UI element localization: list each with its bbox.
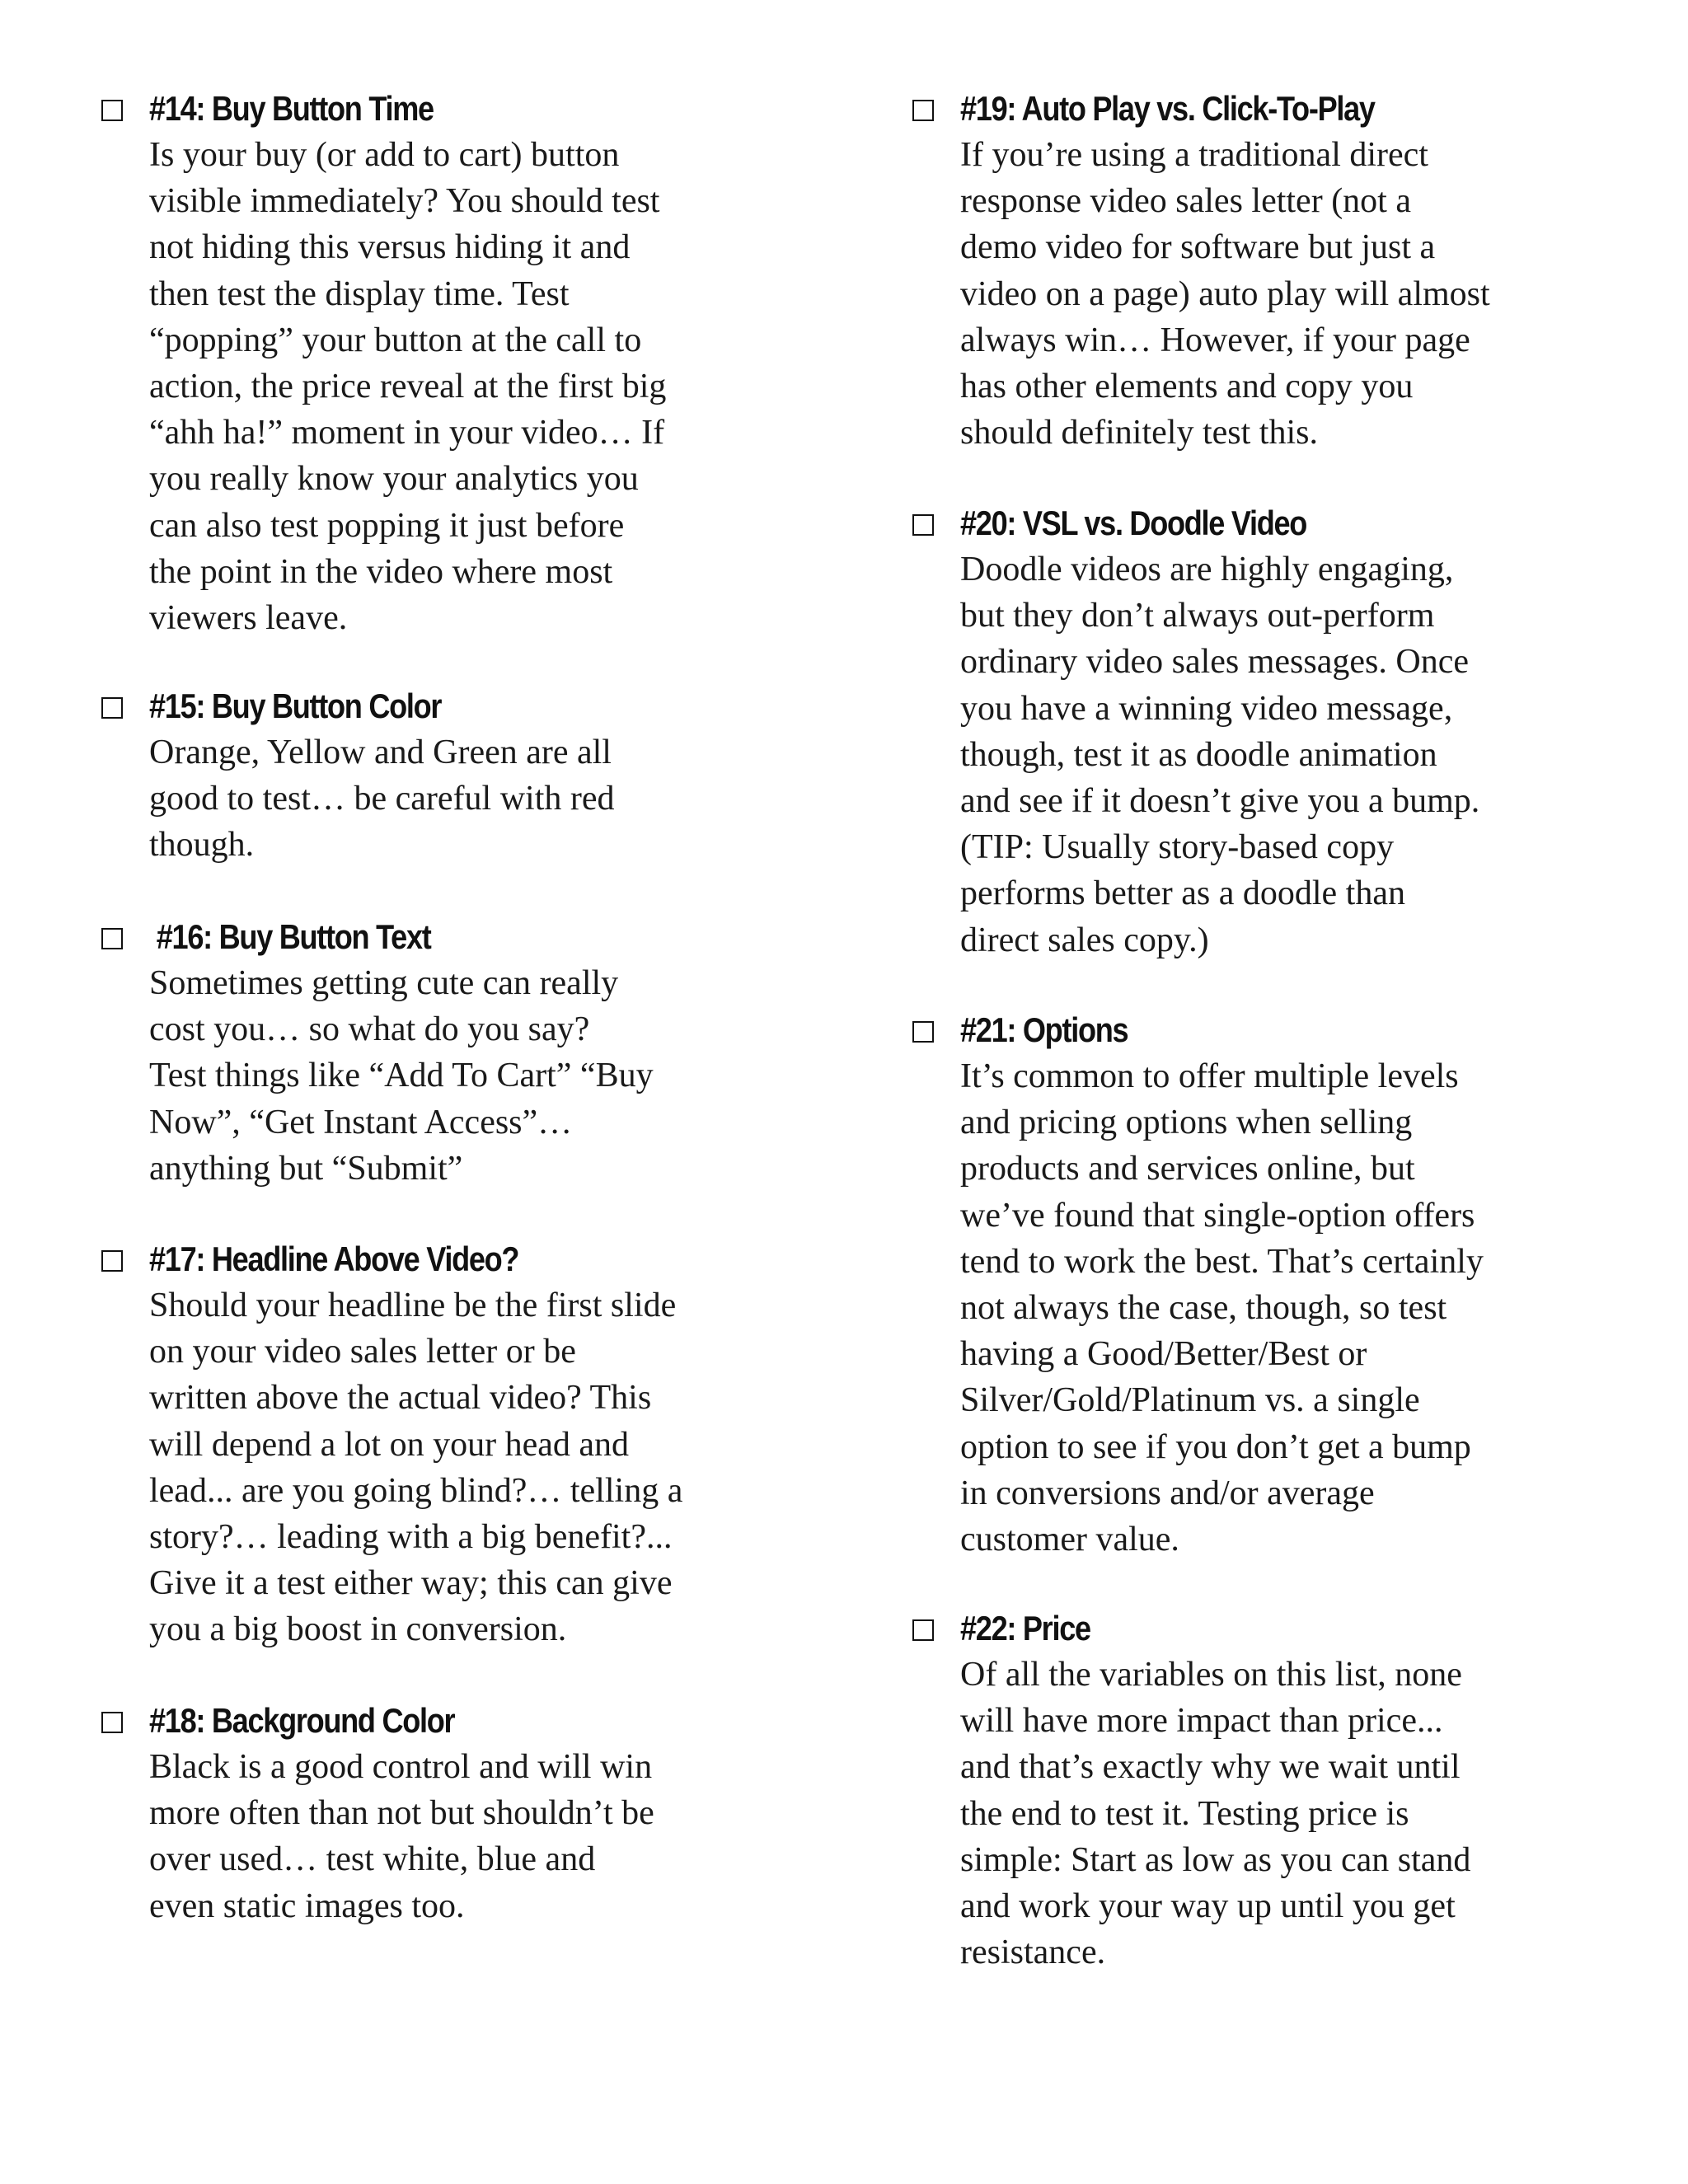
body-line: Is your buy (or add to cart) button [149,136,620,174]
body-line: Now”, “Get Instant Access”… [149,1103,573,1141]
item-title: #22: Price [960,1609,1090,1647]
checklist-item-21 [912,1007,1484,1563]
body-line: direct sales copy.) [960,921,1209,959]
body-line: having a Good/Better/Best or [960,1335,1367,1374]
checklist-item-16 [101,914,654,1192]
checkbox[interactable] [912,1619,934,1641]
body-line: Orange, Yellow and Green are all [149,733,612,771]
item-title: #20: VSL vs. Doodle Video [960,504,1307,542]
item-title: #18: Background Color [149,1701,455,1740]
body-line: good to test… be careful with red [149,780,615,818]
body-line: has other elements and copy you [960,368,1414,406]
body-line: simple: Start as low as you can stand [960,1840,1471,1879]
body-line: even static images too. [149,1886,465,1925]
body-line: you a big boost in conversion. [149,1610,567,1649]
body-line: response video sales letter (not a [960,182,1411,221]
checkbox[interactable] [912,1021,934,1043]
body-line: Doodle videos are highly engaging, [960,551,1454,588]
body-line: the point in the video where most [149,552,613,591]
checkbox[interactable] [912,514,934,536]
item-body [149,1744,654,1929]
body-line: Black is a good control and will win [149,1748,653,1786]
checkbox[interactable] [101,1712,123,1733]
body-line: customer value. [960,1521,1179,1559]
body-line: not hiding this versus hiding it and [149,228,631,267]
body-line: Give it a test either way; this can give [149,1564,673,1603]
checkbox[interactable] [101,928,123,949]
body-line: “popping” your button at the call to [149,321,642,359]
item-body [960,1652,1470,1975]
body-line: but they don’t always out-perform [960,597,1435,635]
checklist-item-20 [912,500,1479,963]
body-line: Should your headline be the first slide [149,1286,677,1324]
body-line: Of all the variables on this list, none [960,1656,1462,1694]
body-line: story?… leading with a big benefit?... [149,1518,673,1557]
body-line: video on a page) auto play will almost [960,274,1490,313]
body-line: more often than not but shouldn’t be [149,1794,654,1833]
body-line: will depend a lot on your head and [149,1425,630,1464]
body-line: viewers leave. [149,599,348,638]
checkbox[interactable] [101,1250,123,1272]
body-line: should definitely test this. [960,414,1318,452]
body-line: we’ve found that single-option offers [960,1196,1475,1235]
body-line: you really know your analytics you [149,460,639,499]
body-line: will have more impact than price... [960,1702,1443,1741]
item-body [149,132,666,641]
item-body [149,1282,682,1653]
body-line: “ahh ha!” moment in your video… If [149,414,665,452]
item-title: #15: Buy Button Color [149,687,442,725]
checklist-item-18 [101,1698,654,1929]
body-line: written above the actual video? This [149,1379,652,1418]
item-body [960,546,1479,963]
checklist-item-19 [912,86,1490,456]
body-line: action, the price reveal at the first big [149,368,667,406]
body-line: If you’re using a traditional direct [960,136,1428,174]
body-line: then test the display time. Test [149,274,570,313]
body-line: though. [149,826,255,865]
body-line: It’s common to offer multiple levels [960,1057,1459,1095]
item-title: #17: Headline Above Video? [149,1240,519,1278]
body-line: not always the case, though, so test [960,1289,1447,1328]
item-title: #14: Buy Button Time [149,89,434,128]
item-title: #16: Buy Button Text [149,917,431,956]
body-line: always win… However, if your page [960,321,1470,359]
body-line: visible immediately? You should test [149,182,660,221]
body-line: in conversions and/or average [960,1474,1375,1512]
item-body [149,960,654,1192]
body-line: and pricing options when selling [960,1104,1413,1142]
body-line: on your video sales letter or be [149,1333,576,1371]
body-line: the end to test it. Testing price is [960,1794,1409,1833]
body-line: and that’s exactly why we wait until [960,1748,1461,1787]
body-line: lead... are you going blind?… telling a [149,1471,683,1510]
body-line: and work your way up until you get [960,1887,1456,1926]
body-line: Silver/Gold/Platinum vs. a single [960,1381,1420,1420]
body-line: though, test it as doodle animation [960,735,1437,774]
body-line: tend to work the best. That’s certainly [960,1242,1484,1281]
checklist-item-14 [101,86,666,641]
item-title: #21: Options [960,1010,1128,1049]
checkbox[interactable] [912,100,934,121]
body-line: over used… test white, blue and [149,1840,596,1879]
item-body [960,1053,1484,1563]
body-line: anything but “Submit” [149,1149,463,1188]
body-line: demo video for software but just a [960,228,1436,267]
body-line: Sometimes getting cute can really [149,964,619,1002]
body-line: performs better as a doodle than [960,874,1405,913]
body-line: resistance. [960,1933,1106,1972]
body-line: products and services online, but [960,1150,1415,1188]
checklist-item-15 [101,683,615,869]
checklist-item-17 [101,1236,682,1653]
body-line: option to see if you don’t get a bump [960,1427,1471,1466]
checkbox[interactable] [101,697,123,719]
body-line: cost you… so what do you say? [149,1010,590,1049]
checkbox[interactable] [101,100,123,121]
item-body [149,729,615,869]
body-line: (TIP: Usually story-based copy [960,828,1395,867]
item-title: #19: Auto Play vs. Click-To-Play [960,89,1375,128]
body-line: you have a winning video message, [960,689,1453,728]
body-line: and see if it doesn’t give you a bump. [960,782,1480,821]
body-line: can also test popping it just before [149,506,625,545]
item-body [960,132,1490,456]
body-line: Test things like “Add To Cart” “Buy [149,1057,654,1095]
body-line: ordinary video sales messages. Once [960,643,1469,682]
checklist-item-22 [912,1605,1470,1975]
